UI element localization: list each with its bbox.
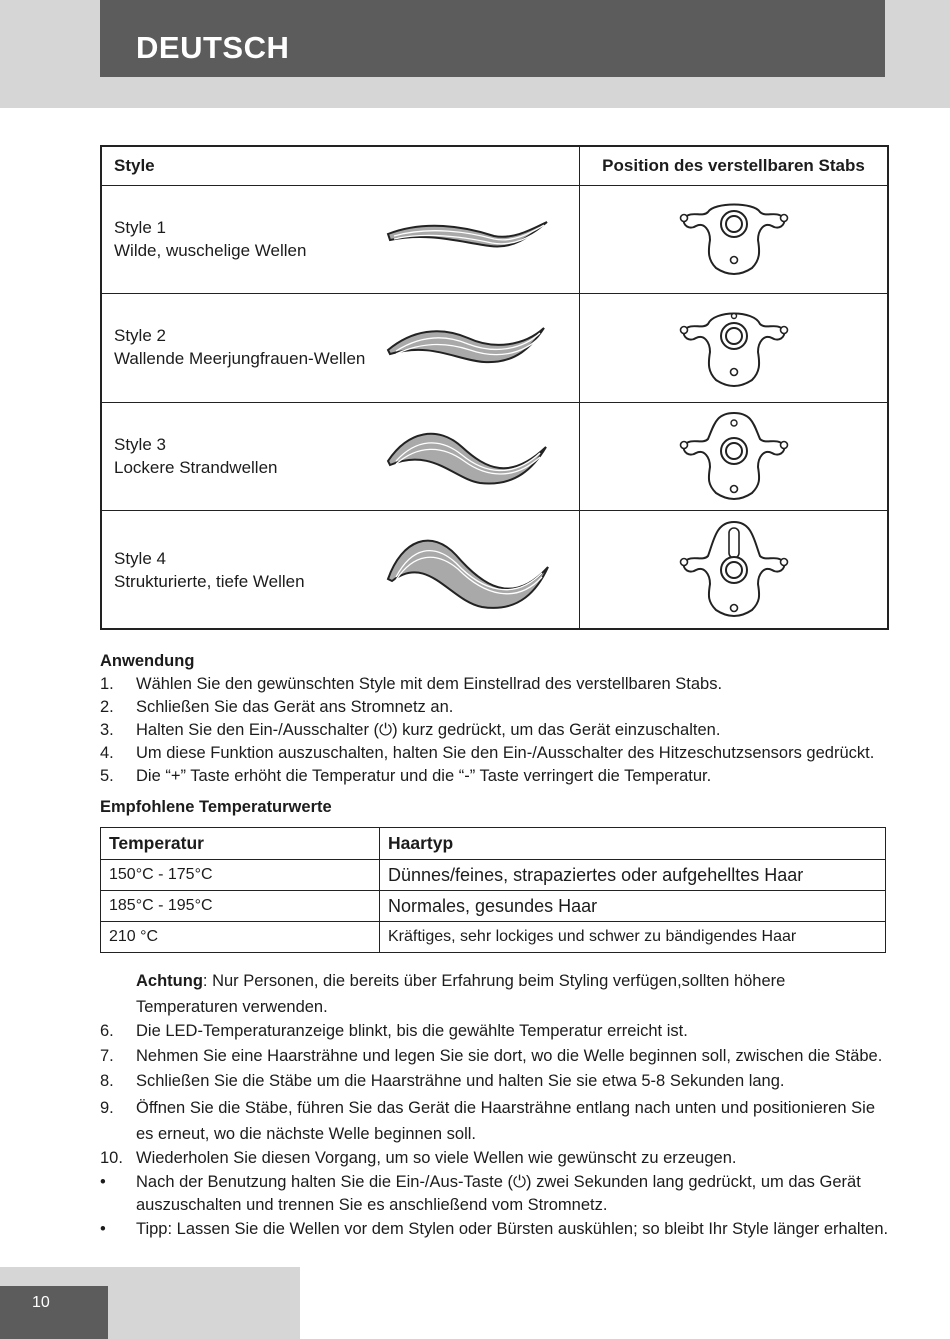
style-description bbox=[114, 324, 365, 370]
hair-cell: Dünnes/feines, strapaziertes oder aufgehelltes Haar bbox=[380, 860, 886, 891]
position-cell bbox=[580, 403, 889, 511]
style-desc: Strukturierte, tiefe Wellen bbox=[114, 572, 305, 591]
list-item bbox=[100, 1020, 890, 1043]
hair-wave-icon bbox=[384, 320, 554, 370]
step-text: Nehmen Sie eine Haarsträhne und legen Sie sie dort, wo die Welle beginnen soll, zwischen die Stäbe. bbox=[136, 1047, 883, 1065]
style-description bbox=[114, 216, 306, 262]
col-hair-header: Haartyp bbox=[380, 828, 886, 860]
position-cell bbox=[580, 294, 889, 403]
step-number: 7. bbox=[100, 1047, 114, 1065]
table-header-row bbox=[101, 828, 886, 860]
style-cell bbox=[101, 186, 580, 294]
style-name: Style 2 bbox=[114, 326, 166, 345]
style-desc: Wallende Meerjungfrauen-Wellen bbox=[114, 349, 366, 368]
step-text: Die “+” Taste erhöht die Temperatur und die “-” Taste verringert die Temperatur. bbox=[136, 767, 712, 785]
language-tab bbox=[100, 0, 885, 77]
style-row bbox=[101, 403, 888, 511]
rod-position-icon bbox=[674, 411, 794, 503]
style-name: Style 3 bbox=[114, 435, 166, 454]
temp-cell: 150°C - 175°C bbox=[101, 860, 380, 891]
temp-cell: 210 °C bbox=[101, 922, 380, 953]
step-number: 6. bbox=[100, 1022, 114, 1040]
list-item bbox=[100, 1218, 890, 1241]
language-label: DEUTSCH bbox=[136, 30, 290, 65]
warning-text: : Nur Personen, die bereits über Erfahrung beim Styling verfügen,sollten höhere Temperaturen verwenden. bbox=[136, 972, 786, 1016]
list-item bbox=[100, 742, 900, 765]
style-row bbox=[101, 294, 888, 403]
further-steps bbox=[100, 1020, 890, 1241]
style-name: Style 4 bbox=[114, 549, 166, 568]
step-number: 8. bbox=[100, 1072, 114, 1090]
style-desc: Wilde, wuschelige Wellen bbox=[114, 241, 307, 260]
page-number-box bbox=[0, 1286, 108, 1339]
style-cell bbox=[101, 403, 580, 511]
step-text: Tipp: Lassen Sie die Wellen vor dem Stylen oder Bürsten auskühlen; so bleibt Ihr Style länger erhalten. bbox=[136, 1220, 889, 1238]
table-row bbox=[101, 891, 886, 922]
hair-wave-icon bbox=[384, 529, 554, 613]
rod-position-icon bbox=[674, 306, 794, 390]
style-cell bbox=[101, 294, 580, 403]
position-cell bbox=[580, 186, 889, 294]
warning-note bbox=[136, 968, 836, 1020]
list-item bbox=[100, 673, 900, 696]
warning-label: Achtung bbox=[136, 972, 203, 990]
hair-cell: Kräftiges, sehr lockiges und schwer zu bändigendes Haar bbox=[380, 922, 886, 953]
col-position-header: Position des verstellbaren Stabs bbox=[580, 146, 889, 186]
style-table-header bbox=[101, 146, 888, 186]
temperature-table bbox=[100, 827, 886, 953]
list-item bbox=[100, 696, 900, 719]
step-number: 5. bbox=[100, 767, 114, 785]
step-number: 3. bbox=[100, 721, 114, 739]
hair-cell: Normales, gesundes Haar bbox=[380, 891, 886, 922]
step-text: Öffnen Sie die Stäbe, führen Sie das Gerät die Haarsträhne entlang nach unten und positionieren Sie es erneut, wo die nächste Welle beginnen soll. bbox=[136, 1099, 876, 1143]
step-text: Wählen Sie den gewünschten Style mit dem Einstellrad des verstellbaren Stabs. bbox=[136, 675, 723, 693]
list-item bbox=[100, 765, 900, 788]
step-number: 10. bbox=[100, 1149, 123, 1167]
list-item bbox=[100, 719, 900, 742]
temperature-title: Empfohlene Temperaturwerte bbox=[100, 798, 332, 816]
step-text: Wiederholen Sie diesen Vorgang, um so viele Wellen wie gewünscht zu erzeugen. bbox=[136, 1149, 737, 1167]
step-text: Schließen Sie das Gerät ans Stromnetz an. bbox=[136, 698, 454, 716]
usage-steps bbox=[100, 673, 900, 788]
table-row bbox=[101, 922, 886, 953]
step-number: • bbox=[100, 1173, 106, 1191]
position-cell bbox=[580, 511, 889, 630]
style-desc: Lockere Strandwellen bbox=[114, 458, 278, 477]
list-item bbox=[100, 1045, 890, 1068]
temp-cell: 185°C - 195°C bbox=[101, 891, 380, 922]
step-number: 2. bbox=[100, 698, 114, 716]
style-row bbox=[101, 511, 888, 630]
table-row bbox=[101, 860, 886, 891]
list-item bbox=[100, 1095, 890, 1147]
list-item bbox=[100, 1147, 890, 1170]
page-number: 10 bbox=[32, 1294, 50, 1311]
step-number: 1. bbox=[100, 675, 114, 693]
style-table bbox=[100, 145, 889, 630]
rod-position-icon bbox=[674, 520, 794, 620]
style-cell bbox=[101, 511, 580, 630]
step-number: • bbox=[100, 1220, 106, 1238]
step-number: 9. bbox=[100, 1099, 114, 1117]
style-row bbox=[101, 186, 888, 294]
style-description bbox=[114, 433, 277, 479]
step-text: Schließen Sie die Stäbe um die Haarsträhne und halten Sie sie etwa 5-8 Sekunden lang. bbox=[136, 1072, 785, 1090]
col-temp-header: Temperatur bbox=[101, 828, 380, 860]
step-text: Nach der Benutzung halten Sie die Ein-/Aus-Taste (⏻) zwei Sekunden lang gedrückt, um das Gerät auszuschalten und trennen Sie es anschließend vom Stromnetz. bbox=[136, 1173, 861, 1214]
col-style-header: Style bbox=[101, 146, 580, 186]
usage-title: Anwendung bbox=[100, 652, 195, 670]
list-item bbox=[100, 1070, 890, 1093]
step-number: 4. bbox=[100, 744, 114, 762]
style-name: Style 1 bbox=[114, 218, 166, 237]
list-item bbox=[100, 1171, 890, 1217]
hair-wave-icon bbox=[384, 216, 554, 256]
style-description bbox=[114, 547, 305, 593]
hair-wave-icon bbox=[384, 421, 554, 489]
rod-position-icon bbox=[674, 200, 794, 280]
step-text: Die LED-Temperaturanzeige blinkt, bis die gewählte Temperatur erreicht ist. bbox=[136, 1022, 688, 1040]
step-text: Halten Sie den Ein-/Ausschalter (⏻) kurz gedrückt, um das Gerät einzuschalten. bbox=[136, 721, 721, 739]
step-text: Um diese Funktion auszuschalten, halten Sie den Ein-/Ausschalter des Hitzeschutzsensors gedrückt. bbox=[136, 744, 875, 762]
